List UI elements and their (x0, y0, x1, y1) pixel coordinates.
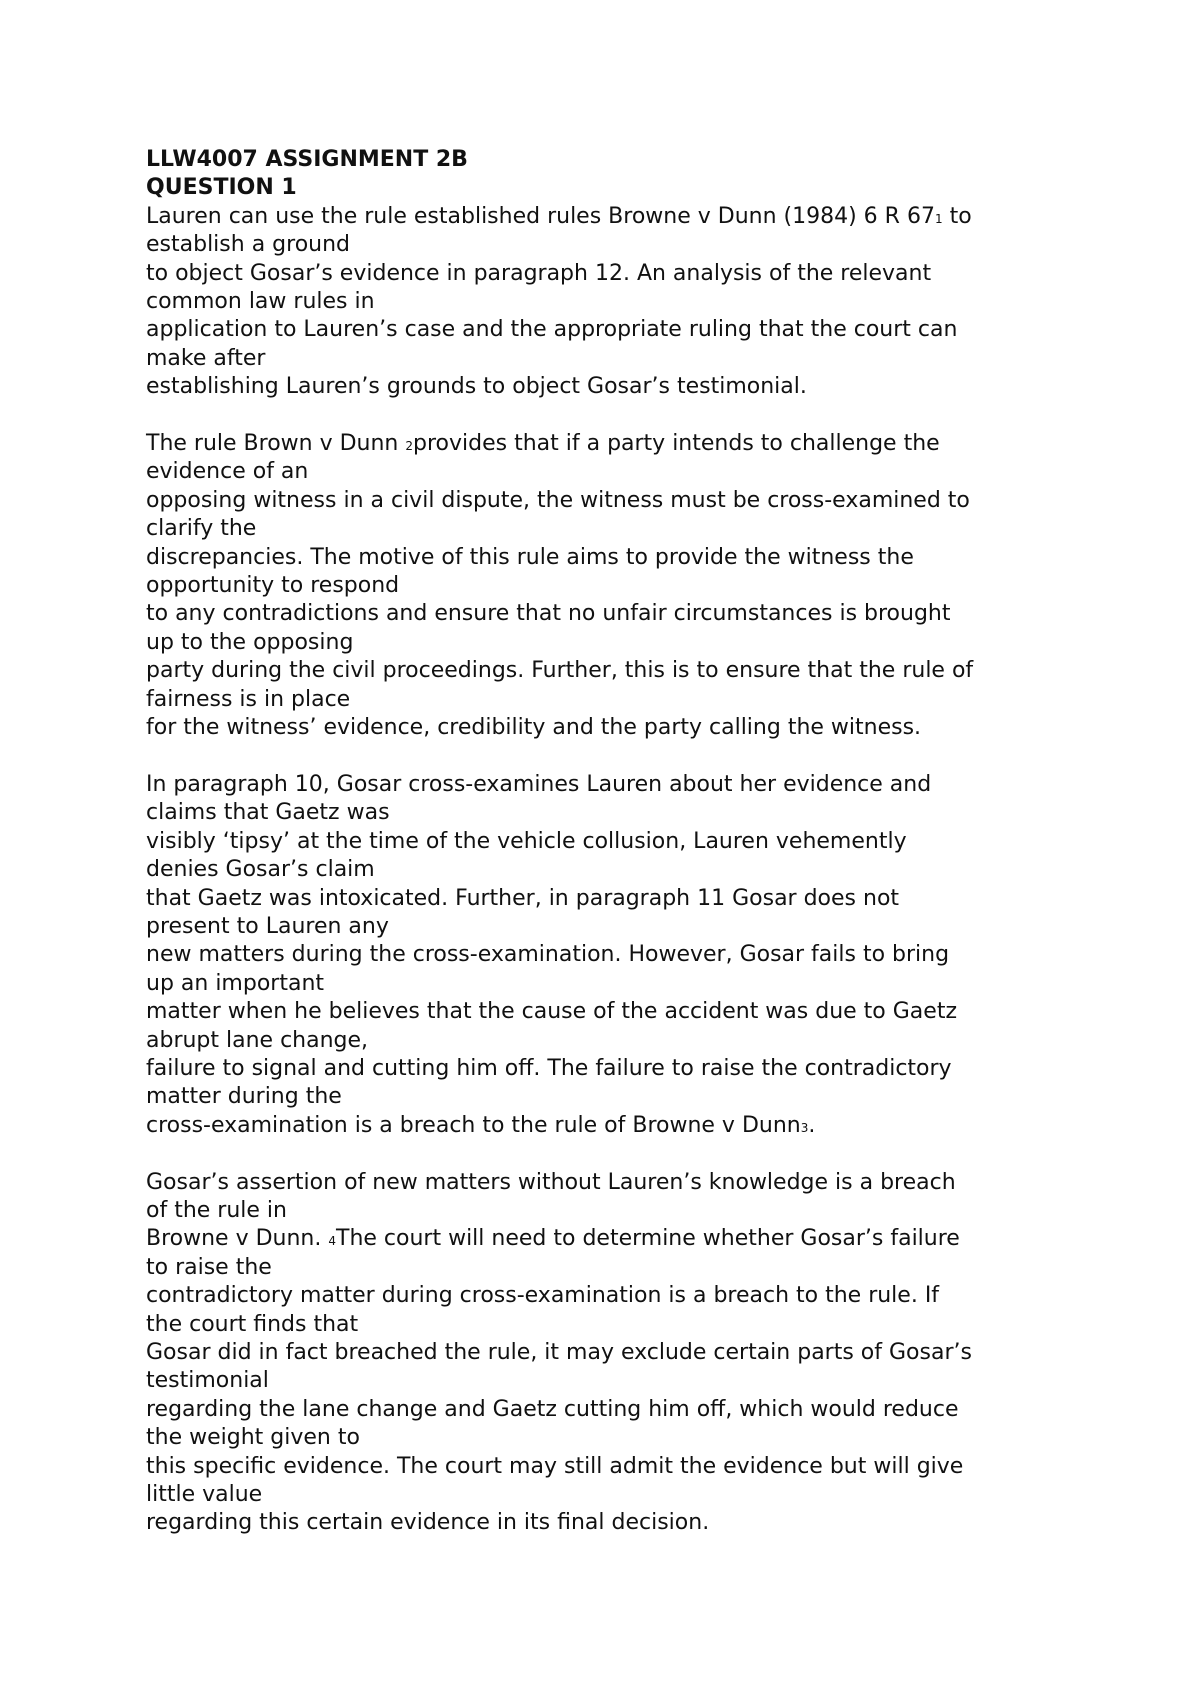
text-segment: denies Gosar’s claim (146, 857, 375, 883)
text-line (146, 600, 1086, 628)
text-line (146, 1339, 1086, 1367)
text-line (146, 288, 1086, 316)
text-segment: for the witness’ evidence, credibility and the party calling the witness. (146, 715, 922, 741)
text-segment: failure to signal and cutting him off. The failure to raise the contradictory (146, 1055, 952, 1081)
text-line (146, 1225, 1086, 1253)
text-line (146, 316, 1086, 344)
text-line (146, 629, 1086, 657)
text-segment: The court will need to determine whether Gosar’s failure (336, 1226, 960, 1252)
text-segment: testimonial (146, 1368, 269, 1394)
text-line (146, 487, 1086, 515)
text-line (146, 1453, 1086, 1481)
text-segment: cross-examination is a breach to the rule of Browne v Dunn (146, 1112, 801, 1138)
text-segment: application to Lauren’s case and the appropriate ruling that the court can (146, 317, 958, 343)
text-segment: this specific evidence. The court may still admit the evidence but will give (146, 1453, 964, 1479)
text-segment: to (942, 203, 972, 229)
text-segment: up to the opposing (146, 629, 354, 655)
text-line (146, 828, 1086, 856)
text-line (146, 373, 1086, 401)
text-line (146, 657, 1086, 685)
paragraph (146, 430, 1086, 742)
text-line (146, 458, 1086, 486)
text-segment: establishing Lauren’s grounds to object Gosar’s testimonial. (146, 374, 807, 400)
text-line (146, 771, 1086, 799)
footnote-marker: 1 (934, 211, 943, 226)
text-segment: visibly ‘tipsy’ at the time of the vehicle collusion, Lauren vehemently (146, 828, 907, 854)
text-segment: abrupt lane change, (146, 1027, 369, 1053)
text-segment: In paragraph 10, Gosar cross-examines Lauren about her evidence and (146, 771, 932, 797)
text-line (146, 1083, 1086, 1111)
text-line (146, 998, 1086, 1026)
text-line (146, 714, 1086, 742)
question-heading: QUESTION 1 (146, 175, 297, 201)
text-segment: matter during the (146, 1084, 342, 1110)
text-segment: party during the civil proceedings. Further, this is to ensure that the rule of (146, 658, 974, 684)
text-segment: the weight given to (146, 1425, 360, 1451)
text-segment: provides that if a party intends to challenge the (413, 431, 940, 457)
text-segment: Lauren can use the rule established rules Browne v Dunn (1984) 6 R 67 (146, 203, 935, 229)
text-segment: Gosar’s assertion of new matters without Lauren’s knowledge is a breach (146, 1169, 956, 1195)
text-line (146, 1396, 1086, 1424)
text-segment: establish a ground (146, 232, 351, 258)
text-segment: fairness is in place (146, 686, 351, 712)
text-line (146, 203, 1086, 231)
text-line (146, 913, 1086, 941)
paragraph (146, 771, 1086, 1140)
text-segment: Browne v Dunn. (146, 1226, 329, 1252)
text-line (146, 572, 1086, 600)
text-segment: common law rules in (146, 289, 375, 315)
text-segment: . (808, 1112, 816, 1138)
text-segment: to any contradictions and ensure that no unfair circumstances is brought (146, 601, 951, 627)
document-page (146, 146, 1086, 1538)
text-line (146, 260, 1086, 288)
text-line (146, 1027, 1086, 1055)
footnote-marker: 3 (800, 1120, 809, 1135)
text-segment: little value (146, 1482, 263, 1508)
text-line (146, 856, 1086, 884)
text-segment: to object Gosar’s evidence in paragraph 12. An analysis of the relevant (146, 260, 932, 286)
text-line (146, 1481, 1086, 1509)
footnote-marker: 2 (405, 439, 413, 454)
text-line (146, 430, 1086, 458)
text-segment: of the rule in (146, 1197, 287, 1223)
text-segment: evidence of an (146, 459, 309, 485)
text-segment: regarding the lane change and Gaetz cutting him off, which would reduce (146, 1396, 959, 1422)
text-segment: that Gaetz was intoxicated. Further, in paragraph 11 Gosar does not (146, 885, 900, 911)
text-line (146, 1055, 1086, 1083)
text-segment: to raise the (146, 1254, 272, 1280)
text-line (146, 1424, 1086, 1452)
text-segment: opposing witness in a civil dispute, the witness must be cross-examined to (146, 487, 970, 513)
text-line (146, 1254, 1086, 1282)
paragraph (146, 203, 1086, 402)
text-line (146, 799, 1086, 827)
text-line (146, 1311, 1086, 1339)
text-segment: The rule Brown v Dunn (146, 431, 406, 457)
text-segment: contradictory matter during cross-examination is a breach to the rule. If (146, 1283, 940, 1309)
paragraph-gap (146, 1140, 1086, 1168)
text-segment: discrepancies. The motive of this rule aims to provide the witness the (146, 544, 914, 570)
text-segment: clarify the (146, 516, 257, 542)
text-line (146, 885, 1086, 913)
text-line (146, 1197, 1086, 1225)
text-segment: up an important (146, 970, 325, 996)
text-segment: new matters during the cross-examination. However, Gosar fails to bring (146, 942, 950, 968)
text-segment: opportunity to respond (146, 573, 400, 599)
text-segment: present to Lauren any (146, 913, 389, 939)
text-line (146, 515, 1086, 543)
paragraph-gap (146, 402, 1086, 430)
text-segment: make after (146, 345, 266, 371)
text-line (146, 1282, 1086, 1310)
text-line (146, 345, 1086, 373)
text-segment: regarding this certain evidence in its final decision. (146, 1510, 710, 1536)
paragraph (146, 1169, 1086, 1538)
text-line (146, 1509, 1086, 1537)
text-line (146, 1112, 1086, 1140)
text-line (146, 544, 1086, 572)
text-segment: matter when he believes that the cause of the accident was due to Gaetz (146, 999, 957, 1025)
document-body (146, 203, 1086, 1538)
paragraph-gap (146, 743, 1086, 771)
text-line (146, 1169, 1086, 1197)
text-line (146, 231, 1086, 259)
document-heading: LLW4007 ASSIGNMENT 2B (146, 147, 468, 172)
text-line (146, 1367, 1086, 1395)
text-line (146, 686, 1086, 714)
footnote-marker: 4 (328, 1234, 336, 1249)
text-segment: the court finds that (146, 1311, 359, 1337)
text-line (146, 970, 1086, 998)
text-segment: Gosar did in fact breached the rule, it may exclude certain parts of Gosar’s (146, 1340, 972, 1366)
text-line (146, 941, 1086, 969)
text-segment: claims that Gaetz was (146, 800, 390, 826)
